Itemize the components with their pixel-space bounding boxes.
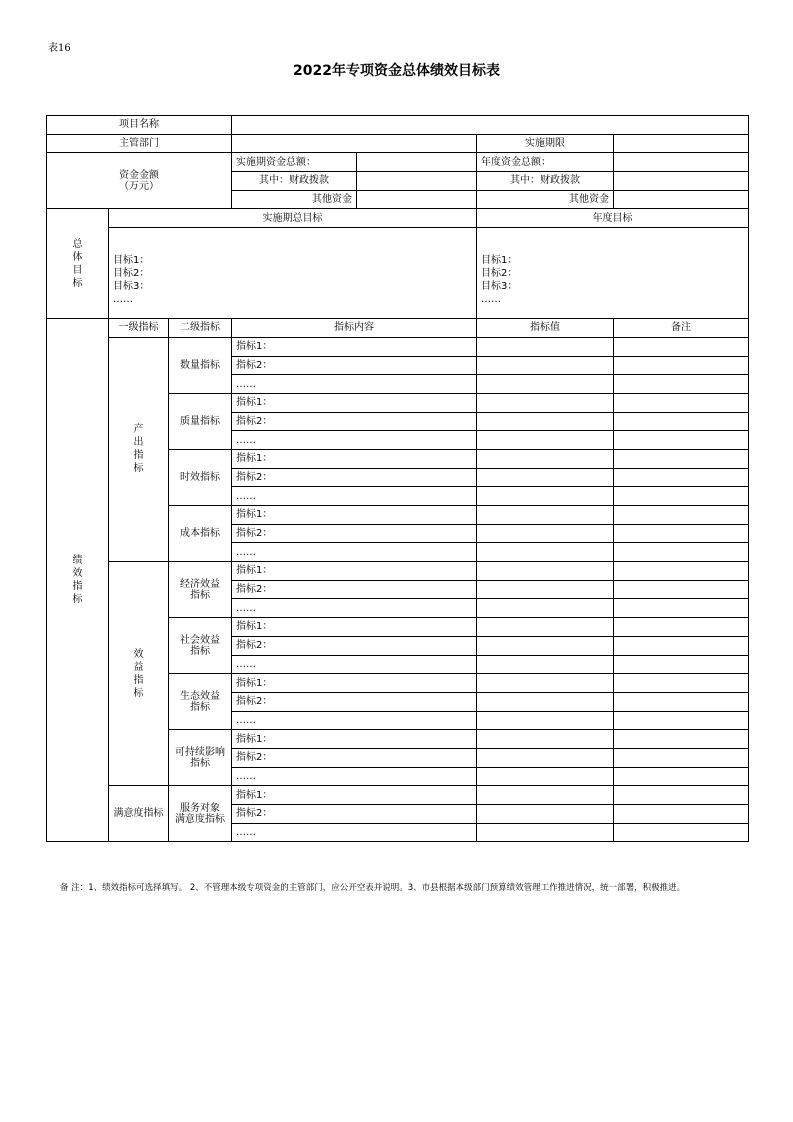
indicator-label: 指标2： (232, 748, 477, 767)
indicator-label: 指标2： (232, 356, 477, 375)
indicator-value[interactable] (477, 562, 614, 581)
label-timeliness: 时效指标 (169, 449, 232, 505)
value-period-total[interactable] (357, 153, 477, 172)
indicator-value[interactable] (477, 356, 614, 375)
annual-goal-list[interactable]: 目标1： 目标2： 目标3： …… (477, 228, 749, 319)
performance-goal-table (46, 115, 749, 842)
indicator-value[interactable] (477, 748, 614, 767)
indicator-value[interactable] (477, 375, 614, 394)
indicator-remark[interactable] (614, 599, 749, 618)
indicator-label: 指标1： (232, 506, 477, 525)
indicator-value[interactable] (477, 711, 614, 730)
value-fiscal-period[interactable] (357, 172, 477, 191)
indicator-remark[interactable] (614, 655, 749, 674)
indicator-remark[interactable] (614, 636, 749, 655)
indicator-remark[interactable] (614, 543, 749, 562)
indicator-value[interactable] (477, 543, 614, 562)
indicator-label: …… (232, 655, 477, 674)
label-ecological: 生态效益 指标 (169, 674, 232, 730)
indicator-label: 指标2： (232, 805, 477, 824)
header-content: 指标内容 (232, 319, 477, 338)
indicator-remark[interactable] (614, 412, 749, 431)
indicator-remark[interactable] (614, 674, 749, 693)
indicator-remark[interactable] (614, 692, 749, 711)
indicator-label: 指标2： (232, 524, 477, 543)
row-goals-header (47, 209, 749, 228)
row-perf-header (47, 319, 749, 338)
label-funds: 资金金额 （万元） (47, 153, 232, 209)
table-row (47, 786, 749, 805)
indicator-label: 指标1： (232, 730, 477, 749)
label-output-indicators: 产 出 指 标 (109, 337, 169, 561)
table-row (47, 562, 749, 581)
indicator-label: 指标1： (232, 562, 477, 581)
indicator-remark[interactable] (614, 524, 749, 543)
indicator-label: …… (232, 431, 477, 450)
indicator-value[interactable] (477, 580, 614, 599)
indicator-value[interactable] (477, 618, 614, 637)
row-funds-total (47, 153, 749, 172)
header-remark: 备注 (614, 319, 749, 338)
indicator-value[interactable] (477, 468, 614, 487)
indicator-value[interactable] (477, 393, 614, 412)
indicator-value[interactable] (477, 599, 614, 618)
label-social: 社会效益 指标 (169, 618, 232, 674)
indicator-label: 指标1： (232, 449, 477, 468)
indicator-label: …… (232, 767, 477, 786)
header-annual-goal: 年度目标 (477, 209, 749, 228)
indicator-remark[interactable] (614, 823, 749, 842)
label-project-name: 项目名称 (47, 116, 232, 135)
row-project-name (47, 116, 749, 135)
indicator-label: …… (232, 543, 477, 562)
indicator-remark[interactable] (614, 562, 749, 581)
label-dept: 主管部门 (47, 134, 232, 153)
indicator-remark[interactable] (614, 449, 749, 468)
indicator-remark[interactable] (614, 786, 749, 805)
value-period[interactable] (614, 134, 749, 153)
label-economic: 经济效益 指标 (169, 562, 232, 618)
label-period: 实施期限 (477, 134, 614, 153)
indicator-value[interactable] (477, 524, 614, 543)
indicator-label: 指标1： (232, 786, 477, 805)
indicator-remark[interactable] (614, 748, 749, 767)
label-benefit-indicators: 效 益 指 标 (109, 562, 169, 786)
indicator-value[interactable] (477, 636, 614, 655)
indicator-remark[interactable] (614, 337, 749, 356)
indicator-value[interactable] (477, 730, 614, 749)
table-number: 表16 (48, 43, 71, 54)
label-other-annual: 其他资金 (477, 190, 614, 209)
indicator-remark[interactable] (614, 767, 749, 786)
indicator-label: 指标1： (232, 674, 477, 693)
indicator-remark[interactable] (614, 393, 749, 412)
indicator-value[interactable] (477, 786, 614, 805)
label-service-satisfaction: 服务对象 满意度指标 (169, 786, 232, 842)
indicator-remark[interactable] (614, 506, 749, 525)
indicator-value[interactable] (477, 506, 614, 525)
footnote: 备 注：1、绩效指标可选择填写。 2、不管理本级专项资金的主管部门，应公开空表并说明。3、市县根据本级部门预算绩效管理工作推进情况，统一部署，积极推进。 (60, 883, 686, 893)
row-dept (47, 134, 749, 153)
value-project-name[interactable] (232, 116, 749, 135)
indicator-value[interactable] (477, 674, 614, 693)
indicator-value[interactable] (477, 655, 614, 674)
label-fiscal-annual: 其中：财政拨款 (477, 172, 614, 191)
header-period-goal: 实施期总目标 (109, 209, 477, 228)
value-dept[interactable] (232, 134, 477, 153)
value-other-annual[interactable] (614, 190, 749, 209)
indicator-label: …… (232, 823, 477, 842)
indicator-value[interactable] (477, 337, 614, 356)
label-period-total: 实施期资金总额： (232, 153, 357, 172)
value-fiscal-annual[interactable] (614, 172, 749, 191)
indicator-remark[interactable] (614, 431, 749, 450)
label-annual-total: 年度资金总额： (477, 153, 614, 172)
indicator-remark[interactable] (614, 487, 749, 506)
indicator-label: …… (232, 599, 477, 618)
row-goals-body (47, 228, 749, 319)
indicator-value[interactable] (477, 767, 614, 786)
page-title: 2022年专项资金总体绩效目标表 (293, 63, 500, 79)
header-level2: 二级指标 (169, 319, 232, 338)
table-row (47, 337, 749, 356)
label-performance-indicators: 绩 效 指 标 (47, 319, 109, 842)
label-other-period: 其他资金 (232, 190, 357, 209)
indicator-remark[interactable] (614, 356, 749, 375)
indicator-label: …… (232, 487, 477, 506)
label-quantity: 数量指标 (169, 337, 232, 393)
indicator-remark[interactable] (614, 805, 749, 824)
label-fiscal-period: 其中：财政拨款 (232, 172, 357, 191)
value-annual-total[interactable] (614, 153, 749, 172)
indicator-value[interactable] (477, 823, 614, 842)
indicator-remark[interactable] (614, 618, 749, 637)
indicator-label: 指标2： (232, 692, 477, 711)
indicator-value[interactable] (477, 449, 614, 468)
indicator-label: 指标2： (232, 580, 477, 599)
indicator-label: 指标1： (232, 337, 477, 356)
indicator-remark[interactable] (614, 730, 749, 749)
indicator-value[interactable] (477, 805, 614, 824)
indicator-value[interactable] (477, 431, 614, 450)
indicator-remark[interactable] (614, 580, 749, 599)
header-level1: 一级指标 (109, 319, 169, 338)
value-other-period[interactable] (357, 190, 477, 209)
indicator-label: …… (232, 711, 477, 730)
indicator-label: 指标1： (232, 393, 477, 412)
label-cost: 成本指标 (169, 506, 232, 562)
indicator-label: 指标2： (232, 636, 477, 655)
indicator-value[interactable] (477, 692, 614, 711)
header-value: 指标值 (477, 319, 614, 338)
indicator-label: 指标2： (232, 412, 477, 431)
indicator-label: 指标2： (232, 468, 477, 487)
indicator-value[interactable] (477, 487, 614, 506)
indicator-remark[interactable] (614, 711, 749, 730)
label-sustainable: 可持续影响 指标 (169, 730, 232, 786)
period-goal-list[interactable]: 目标1： 目标2： 目标3： …… (109, 228, 477, 319)
label-quality: 质量指标 (169, 393, 232, 449)
label-overall-goals: 总 体 目 标 (47, 209, 109, 319)
label-satisfaction: 满意度指标 (109, 786, 169, 842)
indicator-label: …… (232, 375, 477, 394)
indicator-label: 指标1： (232, 618, 477, 637)
indicator-remark[interactable] (614, 375, 749, 394)
indicator-remark[interactable] (614, 468, 749, 487)
indicator-value[interactable] (477, 412, 614, 431)
